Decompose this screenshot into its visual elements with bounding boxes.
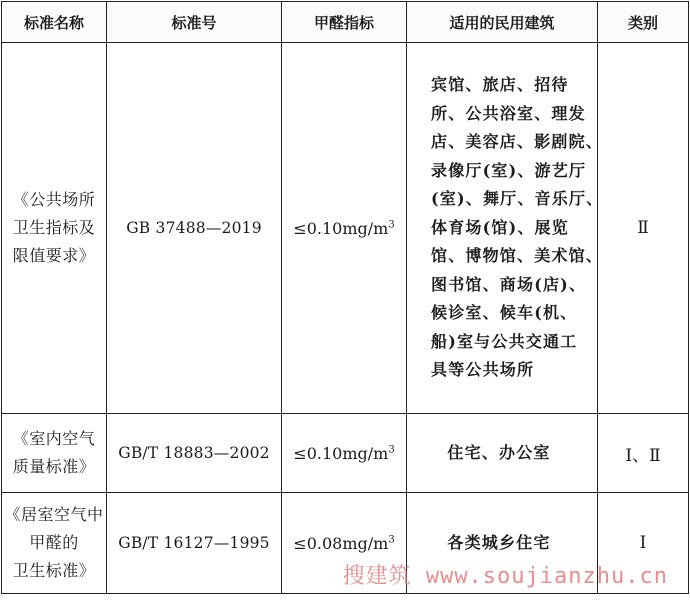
building-line: 住宅、办公室 [447,442,551,462]
category-cell: Ⅰ、Ⅱ [598,414,689,493]
standard-name-cell [2,414,107,493]
standard-number-cell: GB 37488—2019 [107,43,282,414]
standard-name-line: 卫生标准》 [12,561,96,580]
building-line: 录像厅(室)、游艺厅 [431,160,587,180]
applicable-buildings-cell [407,43,604,414]
building-line: 馆、博物馆、美术馆、 [431,246,604,266]
header-standard-name: 标准名称 [2,2,107,43]
building-line: 体育场(馆)、展览 [431,217,569,237]
standard-name-line: 甲醛的 [29,533,79,552]
standard-number-cell: GB/T 18883—2002 [107,414,282,493]
standard-name-line: 《室内空气 [12,429,96,448]
watermark: 搜建筑 www.soujianzhu.cn [342,564,668,589]
category-cell: Ⅰ [598,493,689,594]
header-applicable-buildings: 适用的民用建筑 [407,2,598,43]
building-line: 宾馆、旅店、招待 [431,75,569,95]
standard-name-line: 卫生指标及 [12,218,96,237]
formaldehyde-value: ≤0.10mg/m [293,443,389,463]
building-line: 船)室与公共交通工 [431,331,578,351]
building-line: 所、公共浴室、理发 [431,103,586,123]
formaldehyde-limit-cell [282,414,407,493]
formaldehyde-value: ≤0.10mg/m [293,218,389,238]
standard-name-cell [2,43,107,414]
building-line: 图书馆、商场(店)、 [431,274,587,294]
unit-exponent: 3 [388,219,395,231]
building-line: 具等公共场所 [431,360,535,380]
header-formaldehyde-limit: 甲醛指标 [282,2,407,43]
formaldehyde-value: ≤0.08mg/m [293,533,389,553]
standard-name-line: 质量标准》 [12,457,96,476]
header-standard-number: 标准号 [107,2,282,43]
unit-exponent: 3 [388,444,395,456]
standard-number-cell: GB/T 16127—1995 [107,493,282,594]
applicable-buildings-cell [407,414,598,493]
unit-exponent: 3 [388,534,395,546]
table-header-row [2,2,689,43]
table-row [2,43,689,414]
building-line: (室)、舞厅、音乐厅、 [431,189,604,209]
building-line: 店、美容店、影剧院、 [431,132,604,152]
formaldehyde-limit-cell [282,43,407,414]
standard-name-line: 《居室空气中 [4,505,104,524]
table-row [2,414,689,493]
standard-name-line: 《公共场所 [12,190,96,209]
standard-name-line: 限值要求》 [12,246,96,265]
category-cell: Ⅱ [598,43,689,414]
standards-table [1,1,689,594]
building-line: 候诊室、候车(机、 [431,303,578,323]
building-line: 各类城乡住宅 [447,532,551,552]
header-category: 类别 [598,2,689,43]
standard-name-cell [2,493,107,594]
